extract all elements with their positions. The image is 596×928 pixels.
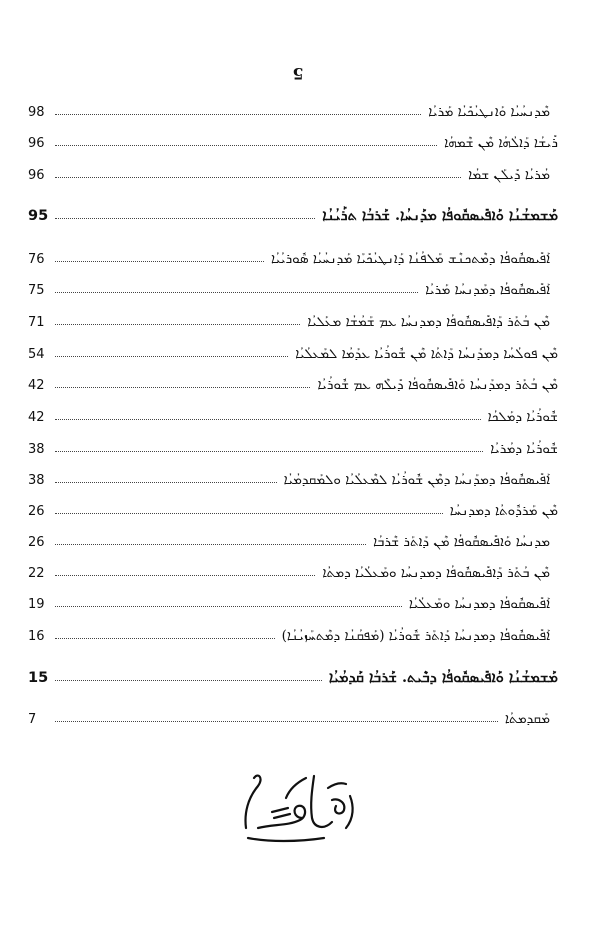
dot-leader [55, 324, 300, 325]
toc-entry-title: ܐܰܦܺܝܣܩܽܘܦܳܐ ܕܡܰܕܢܚܳܐ ܡܰܪܝܳܐ [425, 282, 550, 298]
toc-row [28, 371, 558, 393]
dot-leader [55, 387, 310, 388]
toc-row [28, 528, 558, 550]
toc-row [28, 497, 558, 519]
toc-entry-title: ܡܶܢ ܦܘܠܳܚܳܐ ܕܡܕܰܢܚܳܐ ܕܰܐܬܳܐ ܡܶܢ ܫܽܘܪܳܝܳܐ ܥܕܰܡܳܐ ܠܡܰܥܠܳܝܳܐ [295, 346, 558, 362]
toc-page-number: 96 [28, 136, 45, 151]
dot-leader [55, 638, 275, 639]
toc-entry-title: ܡܶܢ ܒܳܬܰܪ ܕܰܐܦܺܝܣܩܽܘܦܳܐ ܕܡܕܢܚܳܐ ܘܡܰܥܠܳܝܳܐ ܕܡܬܳܐ [322, 565, 550, 581]
dot-leader [55, 544, 366, 545]
dot-leader [55, 261, 264, 262]
toc-entry-title: ܡܰܩܕܡܬܳܐ [504, 711, 550, 727]
toc-entry-title: ܡܶܢ ܒܳܬܰܪ ܕܡܕܰܢܚܳܐ ܘܰܐܦܺܝܣܩܽܘܦܳܐ ܕܺܝܠܶܗ ܥܡ ܫܽܘܪܳܝܳܐ [317, 377, 558, 393]
toc-entry-title: ܡܕܢܚܳܐ ܘܰܐܦܺܝܣܩܽܘܦܳܐ ܡܶܢ ܕܰܐܬܰܪ ܫܶܪܒܳܐ [373, 534, 550, 550]
toc-row [28, 308, 558, 330]
toc-page-number: 38 [28, 473, 45, 488]
toc-entry-title: ܪܺܝܫܳܐ ܕܰܐܠܳܗܳܐ ܡܶܢ ܫܶܡܗܳܐ [444, 135, 558, 151]
toc-page-number: 15 [28, 670, 49, 686]
toc-entry-title: ܡܶܢ ܡܰܪܕܽܘܬܳܐ ܕܡܕܢܚܳܐ [449, 503, 558, 519]
toc-row [28, 276, 558, 298]
toc-page-number: 22 [28, 566, 45, 581]
toc-entry-title: ܫܽܘܪܳܝܳܐ ܕܡܰܠܟܳܐ [487, 409, 558, 425]
dot-leader [55, 606, 402, 607]
toc-entry-title: ܐܰܦܺܝܣܩܽܘܦܳܐ ܕܡܕܢܚܳܐ ܘܡܰܥܠܳܝܳܐ [408, 596, 550, 612]
toc-entry-title: ܐܰܦܺܝܣܩܽܘܦܳܐ ܕܡܕܰܢܚܳܐ ܕܡܶܢ ܫܽܘܪܳܝܳܐ ܠܡܶܥܠܳܝܳܐ ܘܠܡܰܩܕܡܳܝܳܐ [283, 472, 550, 488]
toc-row [28, 403, 558, 425]
toc-page-number: 95 [28, 208, 49, 224]
toc-page-number: 16 [28, 629, 45, 644]
toc-page-number: 42 [28, 410, 45, 425]
dot-leader [55, 356, 288, 357]
dot-leader [55, 145, 437, 146]
toc-page-number: 71 [28, 315, 45, 330]
toc-entry-title: ܡܶܢ ܒܳܬܰܪ ܕܰܐܦܺܝܣܩܽܘܦܳܐ ܕܡܕܢܚܳܐ ܥܡ ܫܰܡܳܫܳܐ ܡܥܰܠܝܳܐ [307, 314, 550, 330]
page-number: 5 [292, 64, 304, 83]
dot-leader [55, 721, 498, 722]
toc-entry-title: ܫܽܘܪܳܝܳܐ ܕܡܳܪܝܳܐ [490, 441, 558, 457]
toc-row [28, 622, 558, 644]
toc-row [28, 245, 558, 267]
toc-entry-title: ܡܳܪܝܳܐ ܕܺܝܠܰܢ ܫܡܳܐ [468, 167, 550, 183]
dot-leader [55, 292, 418, 293]
toc-page-number: 54 [28, 347, 45, 362]
toc-page-number: 7 [28, 712, 37, 727]
toc-row [28, 559, 558, 581]
dot-leader [55, 680, 322, 681]
toc-chapter-row [28, 664, 558, 686]
toc-row [28, 466, 558, 488]
toc-chapter-row [28, 202, 558, 224]
toc-entry-title: ܡܰܫܡܫܳܢܳܐ ܘܰܐܦܺܝܣܩܽܘܦܳܐ ܕܒܶܝܬ. ܫܰܪܒܳܐ ܩܰܕܡܳܝܳܐ [328, 669, 558, 686]
toc-page-number: 38 [28, 442, 45, 457]
toc-row [28, 98, 558, 120]
dot-leader [55, 482, 277, 483]
toc-page-number: 96 [28, 168, 45, 183]
toc-page-number: 42 [28, 378, 45, 393]
toc-row [28, 129, 558, 151]
dot-leader [55, 114, 421, 115]
toc-page-number: 26 [28, 504, 45, 519]
dot-leader [55, 575, 315, 576]
dot-leader [55, 513, 443, 514]
dot-leader [55, 419, 481, 420]
toc-row [28, 435, 558, 457]
toc-page-number: 75 [28, 283, 45, 298]
toc-entry-title: ܡܶܕܢܚܳܝܳܐ ܘܰܐܢܛܝܳܟܺܝܳܐ ܡܰܪܝܳܐ [428, 104, 550, 120]
toc-entry-title: ܡܰܫܡܫܳܢܳܐ ܘܰܐܦܺܝܣܩܽܘܦܳܐ ܡܕܰܢܚܳܐ. ܫܰܪܒܳܐ ܬܪܰܝܳܢܳܐ [322, 207, 558, 224]
toc-row [28, 705, 558, 727]
toc-page-number: 76 [28, 252, 45, 267]
handwritten-signature [228, 758, 368, 848]
toc-row [28, 340, 558, 362]
toc-entry-title: ܐܰܦܺܝܣܩܽܘܦܳܐ ܕܡܶܬܟܢܶܫ ܡܰܠܦܳܢܳܐ ܕܰܐܢܛܝܳܟܺܝܰܐ ܡܰܕܢܚܳܝܳܐ ܣܽܘܪܝܳܝܳܐ [270, 251, 550, 267]
toc-entry-title: ܐܰܦܺܝܣܩܽܘܦܳܐ ܕܡܕܢܚܳܐ ܕܰܐܬܰܪ ܫܽܘܪܳܝܳܐ (ܡܰܦܩܳܢܳܐ ܕܡܶܬܚܰܙܝܳܢܳܐ) [281, 628, 550, 644]
toc-row [28, 590, 558, 612]
dot-leader [55, 177, 461, 178]
toc-page-number: 26 [28, 535, 45, 550]
dot-leader [55, 218, 315, 219]
dot-leader [55, 451, 483, 452]
toc-page-number: 19 [28, 597, 45, 612]
toc-row [28, 161, 558, 183]
toc-page-number: 98 [28, 105, 45, 120]
